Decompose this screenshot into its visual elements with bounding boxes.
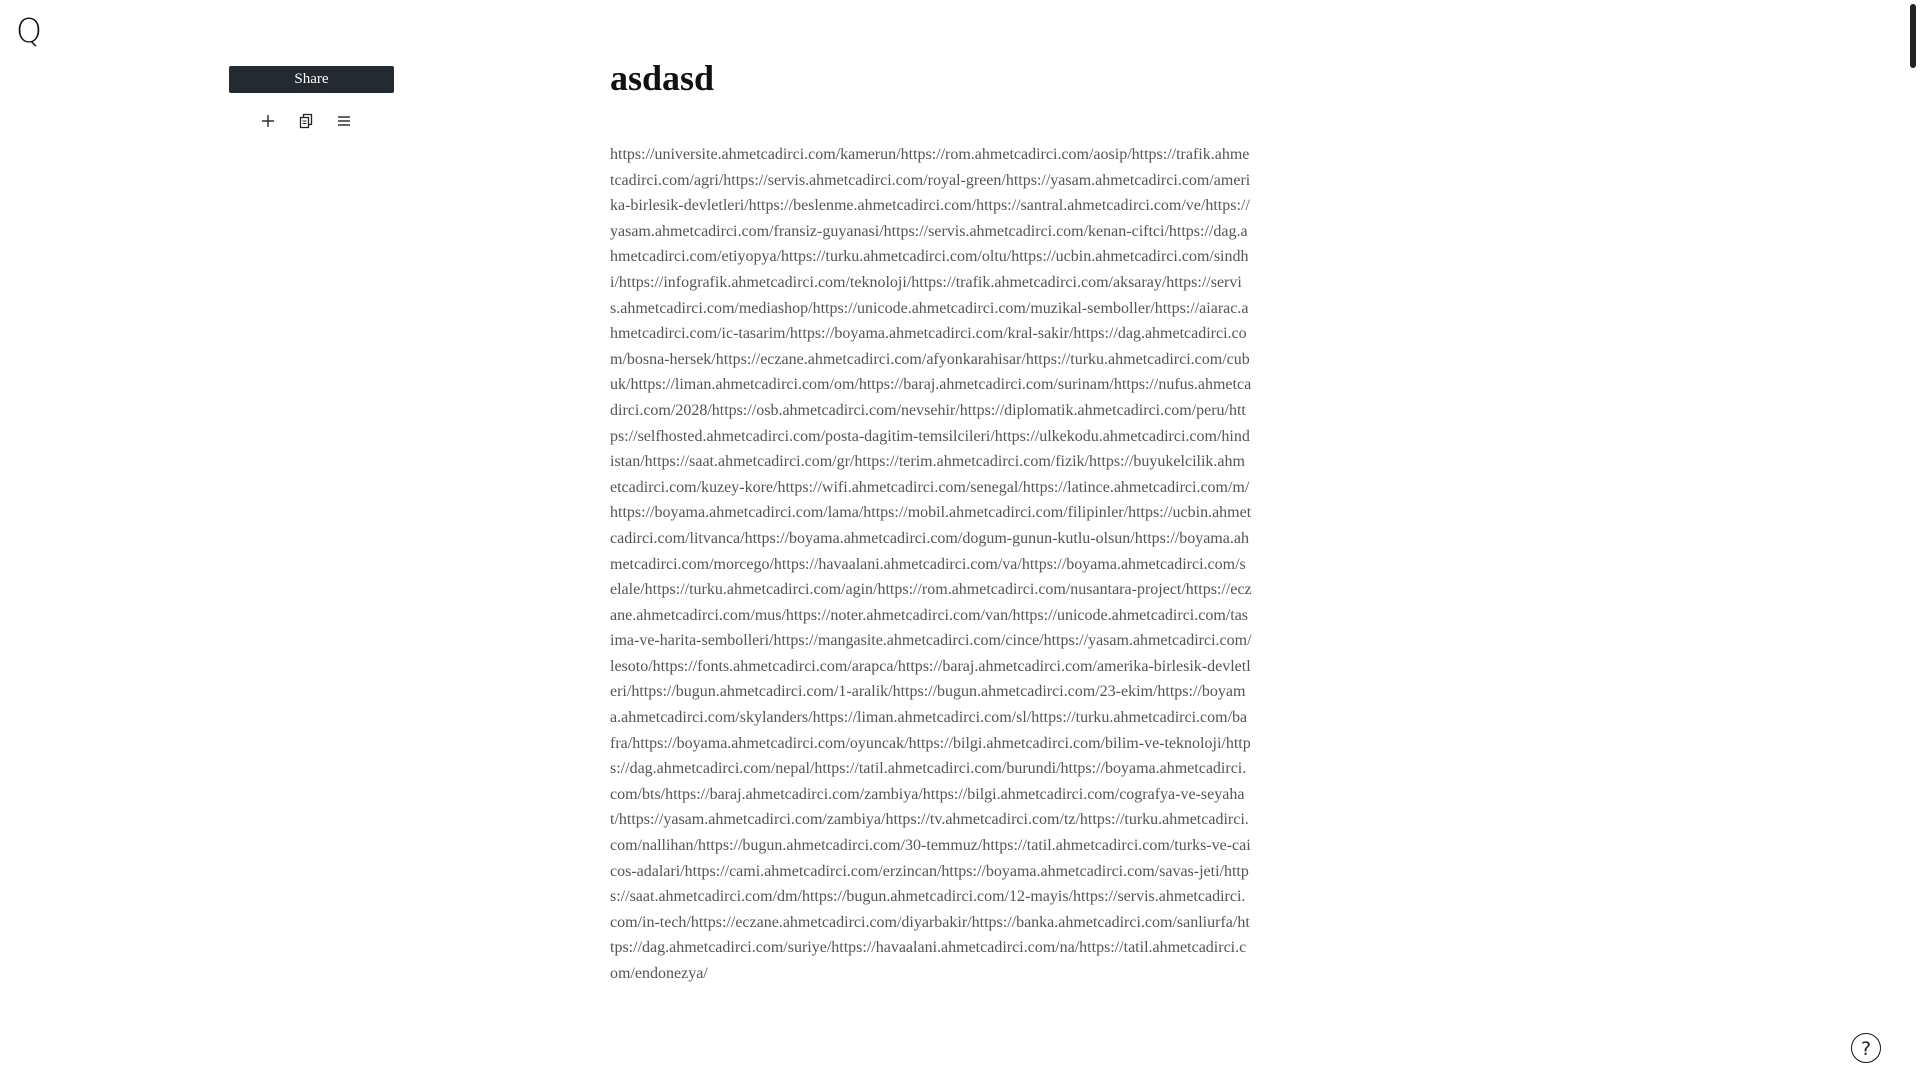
- menu-button[interactable]: [334, 108, 354, 134]
- copy-icon: [299, 113, 313, 129]
- logo[interactable]: Q: [16, 11, 42, 50]
- document-title[interactable]: asdasd: [610, 58, 715, 98]
- new-note-button[interactable]: [258, 108, 278, 134]
- plus-icon: [261, 114, 275, 128]
- share-button[interactable]: Share: [229, 66, 394, 93]
- menu-icon: [337, 115, 351, 127]
- duplicate-button[interactable]: [296, 108, 316, 134]
- document-body[interactable]: https://universite.ahmetcadirci.com/kamerun/https://rom.ahmetcadirci.com/aosip/https://trafik.ahmetcadirci.com/agri/https://servis.ahmetcadirci.com/royal-green/https://yasam.ahmetcadirci.com/amerika-birlesik-devletleri/https://beslenme.ahmetcadirci.com/https://santral.ahmetcadirci.com/ve/https://yasam.ahmetcadirci.com/fransiz-guyanasi/https://servis.ahmetcadirci.com/kenan-ciftci/https://dag.ahmetcadirci.com/etiyopya/https://turku.ahmetcadirci.com/oltu/https://ucbin.ahmetcadirci.com/sindhi/https://infografik.ahmetcadirci.com/teknoloji/https://trafik.ahmetcadirci.com/aksaray/https://servis.ahmetcadirci.com/mediashop/https://unicode.ahmetcadirci.com/muzikal-semboller/https://aiarac.ahmetcadirci.com/ic-tasarim/https://boyama.ahmetcadirci.com/kral-sakir/https://dag.ahmetcadirci.com/bosna-hersek/https://eczane.ahmetcadirci.com/afyonkarahisar/https://turku.ahmetcadirci.com/cubuk/https://liman.ahmetcadirci.com/om/https://baraj.ahmetcadirci.com/surinam/https://nufus.ahmetcadirci.com/2028/https://osb.ahmetcadirci.com/nevsehir/https://diplomatik.ahmetcadirci.com/peru/https://selfhosted.ahmetcadirci.com/posta-dagitim-temsilcileri/https://ulkekodu.ahmetcadirci.com/hindistan/https://saat.ahmetcadirci.com/gr/https://terim.ahmetcadirci.com/fizik/https://buyukelcilik.ahmetcadirci.com/kuzey-kore/https://wifi.ahmetcadirci.com/senegal/https://latince.ahmetcadirci.com/m/https://boyama.ahmetcadirci.com/lama/https://mobil.ahmetcadirci.com/filipinler/https://ucbin.ahmetcadirci.com/litvanca/https://boyama.ahmetcadirci.com/dogum-gunun-kutlu-olsun/https://boyama.ahmetcadirci.com/morcego/https://havaalani.ahmetcadirci.com/va/https://boyama.ahmetcadirci.com/selale/https://turku.ahmetcadirci.com/agin/https://rom.ahmetcadirci.com/nusantara-project/https://eczane.ahmetcadirci.com/mus/https://noter.ahmetcadirci.com/van/https://unicode.ahmetcadirci.com/tasima-ve-harita-sembolleri/https://mangasite.ahmetcadirci.com/cince/https://yasam.ahmetcadirci.com/lesoto/https://fonts.ahmetcadirci.com/arapca/https://baraj.ahmetcadirci.com/amerika-birlesik-devletleri/https://bugun.ahmetcadirci.com/1-aralik/https://bugun.ahmetcadirci.com/23-ekim/https://boyama.ahmetcadirci.com/skylanders/https://liman.ahmetcadirci.com/sl/https://turku.ahmetcadirci.com/bafra/https://boyama.ahmetcadirci.com/oyuncak/https://bilgi.ahmetcadirci.com/bilim-ve-teknoloji/https://dag.ahmetcadirci.com/nepal/https://tatil.ahmetcadirci.com/burundi/https://boyama.ahmetcadirci.com/bts/https://baraj.ahmetcadirci.com/zambiya/https://bilgi.ahmetcadirci.com/cografya-ve-seyahat/https://yasam.ahmetcadirci.com/zambiya/https://tv.ahmetcadirci.com/tz/https://turku.ahmetcadirci.com/nallihan/https://bugun.ahmetcadirci.com/30-temmuz/https://tatil.ahmetcadirci.com/turks-ve-caicos-adalari/https://cami.ahmetcadirci.com/erzincan/https://boyama.ahmetcadirci.com/savas-jeti/https://saat.ahmetcadirci.com/dm/https://bugun.ahmetcadirci.com/12-mayis/https://servis.ahmetcadirci.com/in-tech/https://eczane.ahmetcadirci.com/diyarbakir/https://banka.ahmetcadirci.com/sanliurfa/https://dag.ahmetcadirci.com/suriye/https://havaalani.ahmetcadirci.com/na/https://tatil.ahmetcadirci.com/endonezya/: [610, 146, 1252, 982]
- scrollbar[interactable]: [1905, 0, 1920, 1080]
- scrollbar-thumb[interactable]: [1910, 4, 1916, 68]
- toolbar: [258, 108, 354, 134]
- help-button[interactable]: ?: [1851, 1033, 1881, 1063]
- document: [610, 54, 1252, 987]
